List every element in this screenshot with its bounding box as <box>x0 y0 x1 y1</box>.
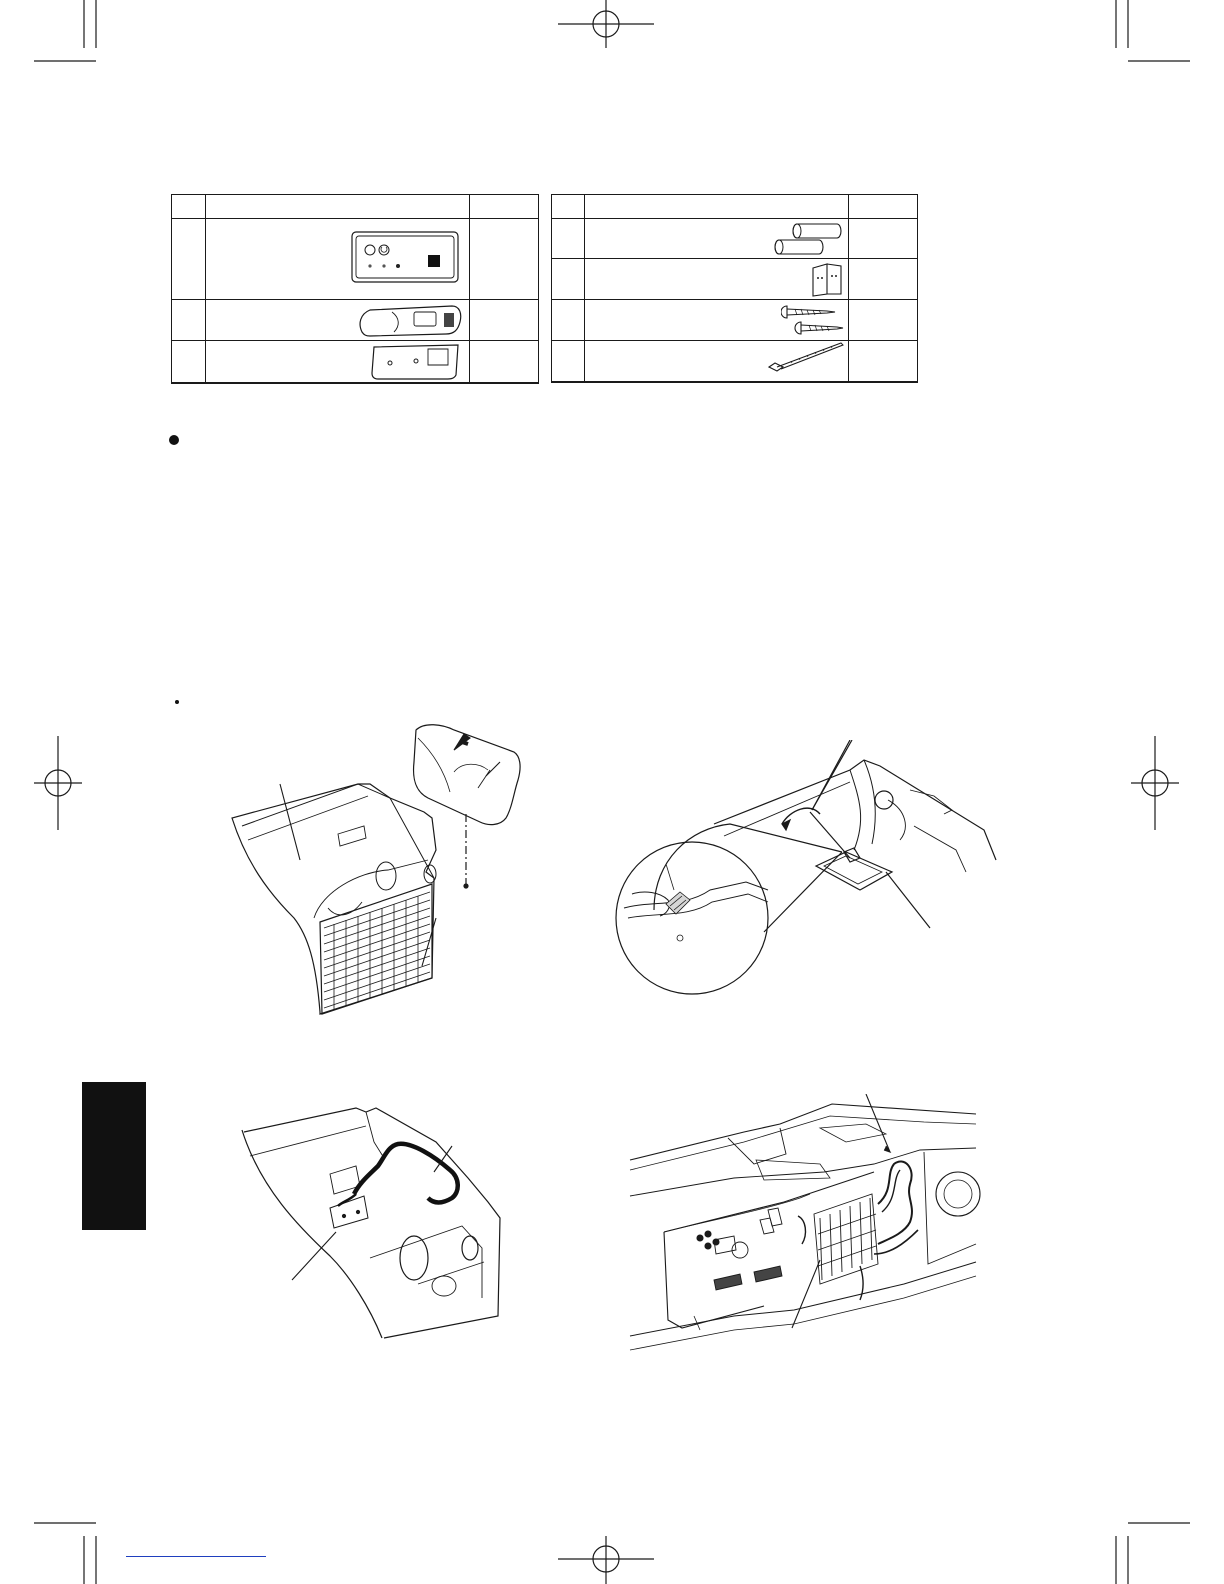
row-part <box>585 219 849 259</box>
row-part <box>585 300 849 341</box>
table-row <box>172 300 539 341</box>
table-header-row <box>172 195 539 219</box>
figure-control-box-connection <box>624 1094 984 1352</box>
table-header-row <box>552 195 918 219</box>
figure-lift-cover <box>614 740 998 1014</box>
header-qty <box>470 195 539 219</box>
row-part <box>206 300 470 341</box>
remote-controller-icon <box>356 304 464 338</box>
section-tab <box>82 1082 146 1230</box>
row-no <box>172 341 206 383</box>
row-part <box>206 219 470 300</box>
row-no <box>552 341 585 382</box>
sub-bullet-point <box>175 700 179 704</box>
header-part <box>206 195 470 219</box>
row-no <box>552 259 585 300</box>
row-qty <box>849 300 918 341</box>
header-no <box>552 195 585 219</box>
row-qty <box>849 259 918 300</box>
bullet-point <box>169 435 179 445</box>
table-row <box>172 341 539 383</box>
accessory-table-right <box>551 194 918 383</box>
header-part <box>585 195 849 219</box>
row-part <box>585 259 849 300</box>
table-row <box>552 219 918 259</box>
row-part <box>585 341 849 382</box>
header-no <box>172 195 206 219</box>
table-row <box>552 300 918 341</box>
manual-booklet-icon <box>809 260 845 298</box>
row-qty <box>470 341 539 383</box>
batteries-icon <box>771 220 845 258</box>
row-qty <box>470 219 539 300</box>
accessory-table-left <box>171 194 539 384</box>
receiver-unit-icon <box>350 230 460 284</box>
row-no <box>552 219 585 259</box>
header-qty <box>849 195 918 219</box>
row-qty <box>849 219 918 259</box>
table-row <box>552 259 918 300</box>
table-row <box>172 219 539 300</box>
footer-rule <box>126 1556 266 1557</box>
remote-holder-icon <box>368 343 464 381</box>
row-no <box>172 300 206 341</box>
table-row <box>552 341 918 382</box>
row-no <box>172 219 206 300</box>
tapping-screws-icon <box>781 302 845 338</box>
row-no <box>552 300 585 341</box>
figure-remove-front-panel <box>218 722 528 1018</box>
figure-route-receiver-wire <box>238 1098 508 1340</box>
cable-tie-icon <box>761 341 845 379</box>
row-qty <box>470 300 539 341</box>
row-qty <box>849 341 918 382</box>
row-part <box>206 341 470 383</box>
